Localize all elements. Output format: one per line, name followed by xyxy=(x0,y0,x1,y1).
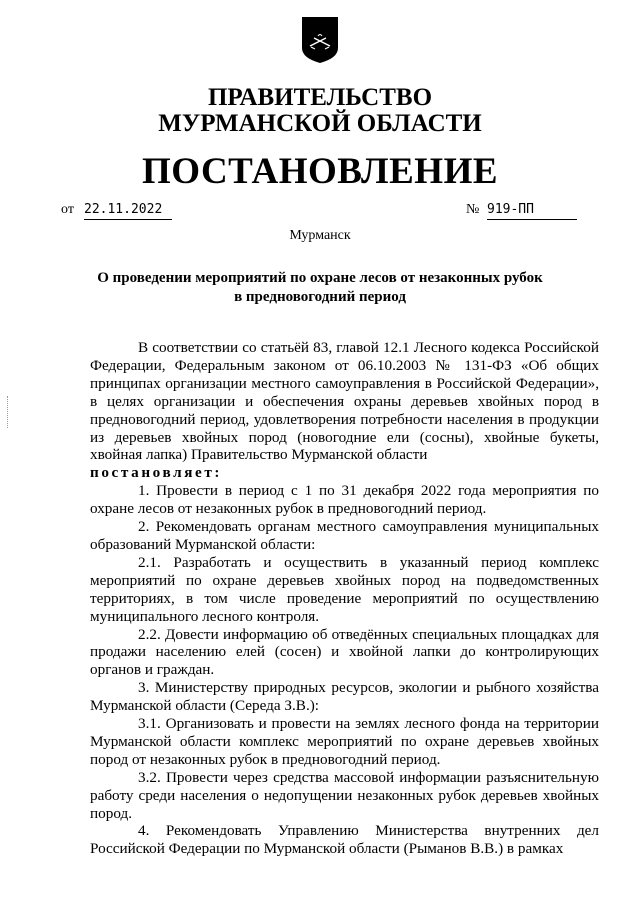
document-date: 22.11.2022 xyxy=(84,201,172,220)
paragraph-3: 3. Министерству природных ресурсов, экологии и рыбного хозяйства Мурманской области (Середа З.В.): xyxy=(90,679,599,715)
intro-paragraph: В соответствии со статьёй 83, главой 12.1 Лесного кодекса Российской Федерации, Федеральным законом от 06.10.2003 № 131-ФЗ «Об общих принципах организации местного самоуправления в Российской Федерации», в целях организации и обеспечения охраны деревьев хвойных пород в предновогодний период, удовлетворения потребности населения в продукции из деревьев хвойных пород (новогодние ели (сосны), хвойные букеты, хвойная лапка) Правительство Мурманской области xyxy=(90,339,599,464)
document-body xyxy=(90,339,599,858)
document-type-title: ПОСТАНОВЛЕНИЕ xyxy=(141,151,499,192)
paragraph-2-2: 2.2. Довести информацию об отведённых специальных площадках для продажи населению елей (сосен) и хвойной лапки до контролирующих органов и граждан. xyxy=(90,625,599,679)
document-subject xyxy=(80,269,560,307)
paragraph-2-1: 2.1. Разработать и осуществить в указанный период комплекс мероприятий по охране деревьев хвойных пород на подведомственных территориях, в том числе проведение мероприятий по осуществлению муниципального лесного контроля. xyxy=(90,553,599,625)
paragraph-4: 4. Рекомендовать Управлению Министерства внутренних дел Российской Федерации по Мурманской области (Рыманов В.В.) в рамках xyxy=(90,822,599,858)
number-prefix: № xyxy=(466,202,480,217)
decree-word-line xyxy=(90,464,599,482)
org-name-line1: ПРАВИТЕЛЬСТВО xyxy=(207,84,433,111)
city-name: Мурманск xyxy=(289,228,351,243)
paragraph-1: 1. Провести в период с 1 по 31 декабря 2022 года мероприятия по охране лесов от незаконных рубок в предновогодний период. xyxy=(90,482,599,518)
paragraph-2: 2. Рекомендовать органам местного самоуправления муниципальных образований Мурманской области: xyxy=(90,518,599,553)
decree-word: постановляет: xyxy=(90,464,223,482)
date-prefix: от xyxy=(61,202,74,217)
org-name-line2: МУРМАНСКОЙ ОБЛАСТИ xyxy=(158,110,482,137)
subject-line1: О проведении мероприятий по охране лесов от незаконных рубок xyxy=(97,270,543,286)
document-number: 919-ПП xyxy=(487,201,577,220)
coat-of-arms-emblem xyxy=(301,16,339,64)
margin-mark xyxy=(7,396,9,428)
subject-line2: в предновогодний период xyxy=(234,289,406,305)
paragraph-3-1: 3.1. Организовать и провести на землях лесного фонда на территории Мурманской области комплекс мероприятий по охране деревьев хвойных пород от незаконных рубок в предновогодний период. xyxy=(90,715,599,768)
paragraph-3-2: 3.2. Провести через средства массовой информации разъяснительную работу среди населения о недопущении незаконных рубок деревьев хвойных пород. xyxy=(90,768,599,822)
